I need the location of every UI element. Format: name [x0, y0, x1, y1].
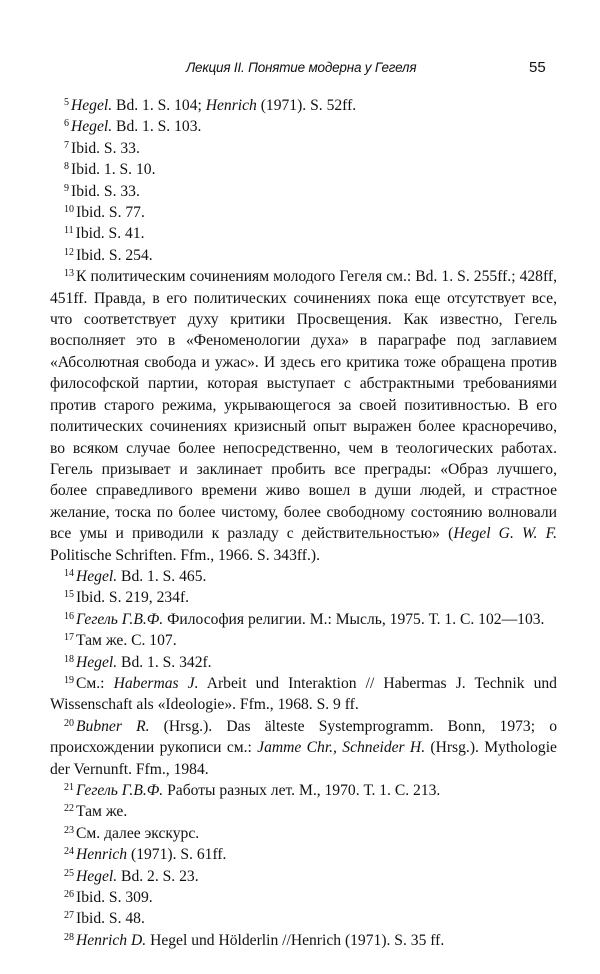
footnote-author: Hegel G. W. F. [453, 525, 557, 543]
footnote-text: Ibid. S. 33. [71, 182, 140, 200]
footnote-number: 12 [64, 246, 74, 258]
footnote-text: (Hrsg.). Mythologie der Vernunft. Ffm., 1984. [50, 739, 557, 778]
footnote-author: Hegel. [71, 118, 113, 136]
footnote-text: Философия религии. М.: Мысль, 1975. Т. 1. С. 102—103. [163, 610, 545, 628]
footnote-number: 7 [64, 139, 69, 151]
footnote-author: Hegel. [71, 97, 113, 114]
running-header [0, 60, 600, 82]
footnote-number: 22 [64, 803, 74, 815]
footnote-text: К политическим сочинениям молодого Гегеля см.: Bd. 1. S. 255ff.; 428ff, 451ff. Правда, в его политических сочинениях пока еще отсутствует все, что соответствует духу критики Просвещения. Как известно, Гегель восполняет это в «Феноменологии духа» в параграфе под заглавием «Абсолютная свобода и ужас». И здесь его критика тоже обращена против философской партии, которая выступает с абстрактными требованиями против старого режима, укрывающегося за своей позитивностью. В его политических сочинениях кризисный опыт выражен более красноречиво, во всяком случае более непосредственно, чем в теологических работах. Гегель призывает и заклинает пробить все преграды: «Образ лучшего, более справедливого времени живо вошел в души людей, и страстное желание, тоска по более чистому, более свободному состоянию волновали все умы и приводили к разладу с действительностью» ( [50, 268, 557, 543]
footnote-author: Bubner R. [76, 717, 150, 735]
footnote-27 [50, 908, 557, 929]
footnote-text: Bd. 1. S. 465. [117, 567, 207, 585]
footnote-number: 20 [64, 717, 74, 729]
footnote-number: 24 [64, 846, 74, 858]
footnote-21 [50, 780, 557, 801]
footnote-25 [50, 866, 557, 887]
footnote-text: Ibid. S. 309. [76, 889, 153, 907]
footnote-author: Jamme Chr., Schneider H. [257, 739, 426, 757]
footnote-author: Henrich [76, 846, 128, 864]
footnote-28 [50, 930, 557, 951]
footnote-number: 15 [64, 589, 74, 601]
footnote-19 [50, 673, 557, 716]
footnote-15 [50, 587, 557, 608]
footnote-11 [50, 223, 557, 244]
footnote-8 [50, 159, 557, 180]
footnote-number: 13 [64, 268, 74, 280]
footnote-number: 16 [64, 610, 74, 622]
footnote-number: 21 [64, 782, 74, 793]
footnote-number: 9 [64, 182, 69, 194]
footnote-number: 14 [64, 567, 74, 579]
footnote-text: Bd. 1. S. 103. [112, 118, 202, 136]
footnote-18 [50, 652, 557, 673]
footnote-author: Hegel. [76, 567, 118, 585]
footnote-16 [50, 609, 557, 630]
footnote-number: 28 [64, 931, 74, 943]
footnote-22 [50, 801, 557, 822]
footnote-text: Работы разных лет. М., 1970. Т. 1. С. 213. [163, 782, 441, 799]
footnote-number: 17 [64, 632, 74, 644]
footnote-text: См. далее экскурс. [76, 824, 200, 842]
footnote-24 [50, 844, 557, 865]
running-title: Лекция II. Понятие модерна у Гегеля [186, 60, 417, 75]
footnote-text: Ibid. S. 48. [76, 910, 145, 928]
footnote-text: Bd. 2. S. 23. [117, 867, 199, 885]
footnote-author: Hegel. [76, 867, 118, 885]
footnote-5 [50, 95, 557, 116]
footnote-number: 5 [64, 97, 69, 108]
footnote-text: См.: [76, 674, 114, 692]
footnote-number: 27 [64, 910, 74, 922]
footnote-author: Гегель Г.В.Ф. [76, 610, 164, 628]
footnote-text: Ibid. S. 33. [71, 139, 140, 157]
footnote-text: Arbeit und Interaktion // Habermas J. Technik und Wissenschaft als «Ideologie». Ffm., 1968. S. 9 ff. [50, 674, 557, 714]
footnote-number: 26 [64, 889, 74, 901]
footnote-number: 25 [64, 867, 74, 879]
footnote-text: (Hrsg.). Das älteste Systemprogramm. Bonn, 1973; о происхождении рукописи см.: [50, 717, 557, 757]
footnote-9 [50, 181, 557, 202]
footnote-text: Bd. 1. S. 104; [112, 97, 206, 114]
footnote-text: Ibid. S. 254. [76, 246, 153, 264]
footnote-20 [50, 716, 557, 780]
footnote-text: Там же. С. 107. [76, 632, 177, 650]
footnote-text: Там же. [76, 803, 128, 821]
footnote-author: Hegel. [76, 653, 118, 671]
footnote-text: Hegel und Hölderlin //Henrich (1971). S. 35 ff. [146, 931, 445, 949]
footnote-number: 19 [64, 674, 74, 686]
footnote-number: 23 [64, 824, 74, 836]
footnote-number: 6 [64, 118, 69, 130]
footnote-17 [50, 630, 557, 651]
footnote-6 [50, 116, 557, 137]
footnote-26 [50, 887, 557, 908]
footnote-author: Гегель Г.В.Ф. [76, 782, 164, 799]
footnote-number: 10 [64, 204, 74, 216]
footnote-text: Ibid. S. 219, 234f. [76, 589, 190, 607]
footnote-author: Henrich [205, 97, 257, 114]
footnote-number: 11 [64, 225, 74, 237]
footnotes-list [50, 95, 557, 951]
footnote-text: (1971). S. 61ff. [127, 846, 227, 864]
footnote-text: Ibid. S. 41. [75, 225, 145, 243]
footnote-text: Ibid. 1. S. 10. [71, 161, 156, 179]
footnote-12 [50, 245, 557, 266]
footnote-23 [50, 823, 557, 844]
footnote-14 [50, 566, 557, 587]
page-number: 55 [529, 59, 546, 76]
footnote-10 [50, 202, 557, 223]
footnote-author: Henrich D. [76, 931, 147, 949]
footnote-number: 18 [64, 653, 74, 665]
footnote-7 [50, 138, 557, 159]
footnote-13 [50, 266, 557, 566]
footnote-number: 8 [64, 161, 69, 173]
footnote-text: Ibid. S. 77. [76, 204, 145, 222]
footnote-text: Politische Schriften. Ffm., 1966. S. 343ff.). [50, 546, 320, 564]
footnote-text: Bd. 1. S. 342f. [117, 653, 212, 671]
footnote-text: (1971). S. 52ff. [256, 97, 357, 114]
footnote-author: Habermas J. [113, 674, 199, 692]
